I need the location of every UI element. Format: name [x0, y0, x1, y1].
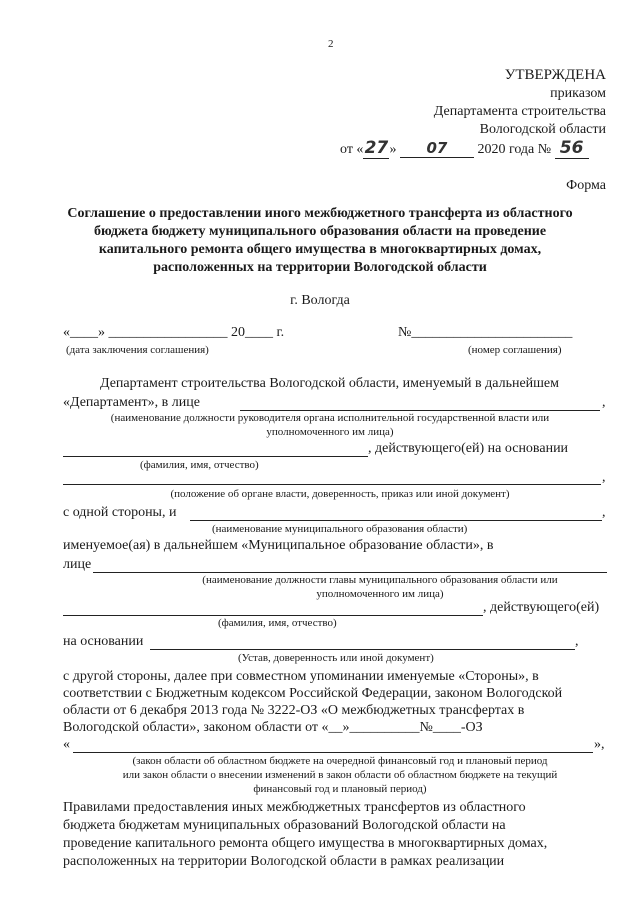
title-line-2: бюджета бюджету муниципального образования области на проведение: [93, 224, 547, 239]
comma: ,: [602, 505, 606, 520]
p2-line5-close: »,: [594, 737, 605, 752]
caption-5a: (наименование должности главы муниципального образования области или: [202, 574, 558, 586]
comma: ,: [575, 634, 579, 649]
named-municipality: именуемое(ая) в дальнейшем «Муниципальное образование области», в: [63, 538, 494, 553]
approval-year-text: 2020 года №: [477, 142, 552, 157]
blank-line: [93, 572, 607, 573]
approval-date-mid: »: [389, 142, 397, 157]
approval-title: УТВЕРЖДЕНА: [504, 67, 606, 83]
title-line-1: Соглашение о предоставлении иного межбюджетного трансферта из областного: [67, 206, 573, 221]
approval-date-line: [340, 138, 589, 159]
agreement-number: №_______________________: [398, 325, 573, 340]
agreement-date: «____» _________________ 20____ г.: [63, 325, 285, 340]
p2-line2: соответствии с Бюджетным кодексом Российской Федерации, законом Вологодской: [63, 686, 563, 701]
p2-line3: области от 6 декабря 2013 года № 3222-ОЗ «О межбюджетных трансфертах в: [63, 703, 525, 718]
acting-on-basis-2: , действующего(ей): [483, 600, 600, 615]
acting-on-basis-1: , действующего(ей) на основании: [368, 441, 569, 456]
p3-line1: Правилами предоставления иных межбюджетных трансфертов из областного: [63, 800, 526, 815]
caption-1b: уполномоченного им лица): [266, 426, 394, 438]
blank-line: [73, 752, 593, 753]
caption-8c: финансовый год и плановый период): [253, 783, 427, 795]
caption-1a: (наименование должности руководителя органа исполнительной государственной власти или: [110, 412, 550, 424]
title-line-3: капитального ремонта общего имущества в многоквартирных домах,: [98, 242, 542, 257]
caption-5b: уполномоченного им лица): [316, 588, 444, 600]
blank-line: [240, 410, 600, 411]
caption-7: (Устав, доверенность или иной документ): [238, 652, 434, 664]
agreement-number-caption: (номер соглашения): [468, 344, 562, 356]
approval-line1: приказом: [550, 86, 606, 101]
caption-4: (наименование муниципального образования области): [212, 523, 468, 535]
p3-line2: бюджета бюджетам муниципальных образований Вологодской области на: [63, 818, 506, 833]
approval-month: 07: [400, 139, 474, 158]
blank-line: [63, 484, 601, 485]
caption-2: (фамилия, имя, отчество): [140, 459, 259, 471]
blank-line: [150, 649, 575, 650]
one-side-line: с одной стороны, и: [63, 505, 177, 520]
approval-date-prefix: от «: [340, 142, 364, 157]
title-line-4: расположенных на территории Вологодской области: [153, 260, 487, 275]
caption-6: (фамилия, имя, отчество): [218, 617, 337, 629]
caption-3: (положение об органе власти, доверенность, приказ или иной документ): [170, 488, 510, 500]
form-label: Форма: [566, 178, 606, 193]
p2-line1: с другой стороны, далее при совместном упоминании именуемые «Стороны», в: [63, 669, 539, 684]
blank-line: [190, 520, 602, 521]
p3-line4: расположенных на территории Вологодской области в рамках реализации: [63, 854, 505, 869]
in-person: лице: [63, 557, 92, 572]
p3-line3: проведение капитального ремонта общего имущества в многоквартирных домах,: [63, 836, 548, 851]
page-number: 2: [328, 38, 334, 50]
p1-line1: Департамент строительства Вологодской области, именуемый в дальнейшем: [100, 376, 559, 391]
agreement-date-caption: (дата заключения соглашения): [66, 344, 209, 356]
approval-day: 27: [364, 138, 389, 158]
approval-number: 56: [555, 138, 589, 159]
comma: ,: [602, 395, 606, 410]
blank-line: [63, 615, 483, 616]
p2-line4: Вологодской области», законом области от «__»__________№____-ОЗ: [63, 720, 483, 735]
p2-line5-open: «: [63, 737, 70, 752]
on-basis: на основании: [63, 634, 144, 649]
comma: ,: [602, 470, 606, 485]
caption-8a: (закон области об областном бюджете на очередной финансовый год и плановый период: [132, 755, 548, 767]
caption-8b: или закон области о внесении изменений в закон области об областном бюджете на текущий: [122, 769, 558, 781]
blank-line: [63, 456, 368, 457]
approval-line2: Департамента строительства: [433, 104, 606, 119]
city: г. Вологда: [290, 293, 350, 308]
p1-line2: «Департамент», в лице: [63, 395, 200, 410]
approval-line3: Вологодской области: [479, 122, 606, 137]
